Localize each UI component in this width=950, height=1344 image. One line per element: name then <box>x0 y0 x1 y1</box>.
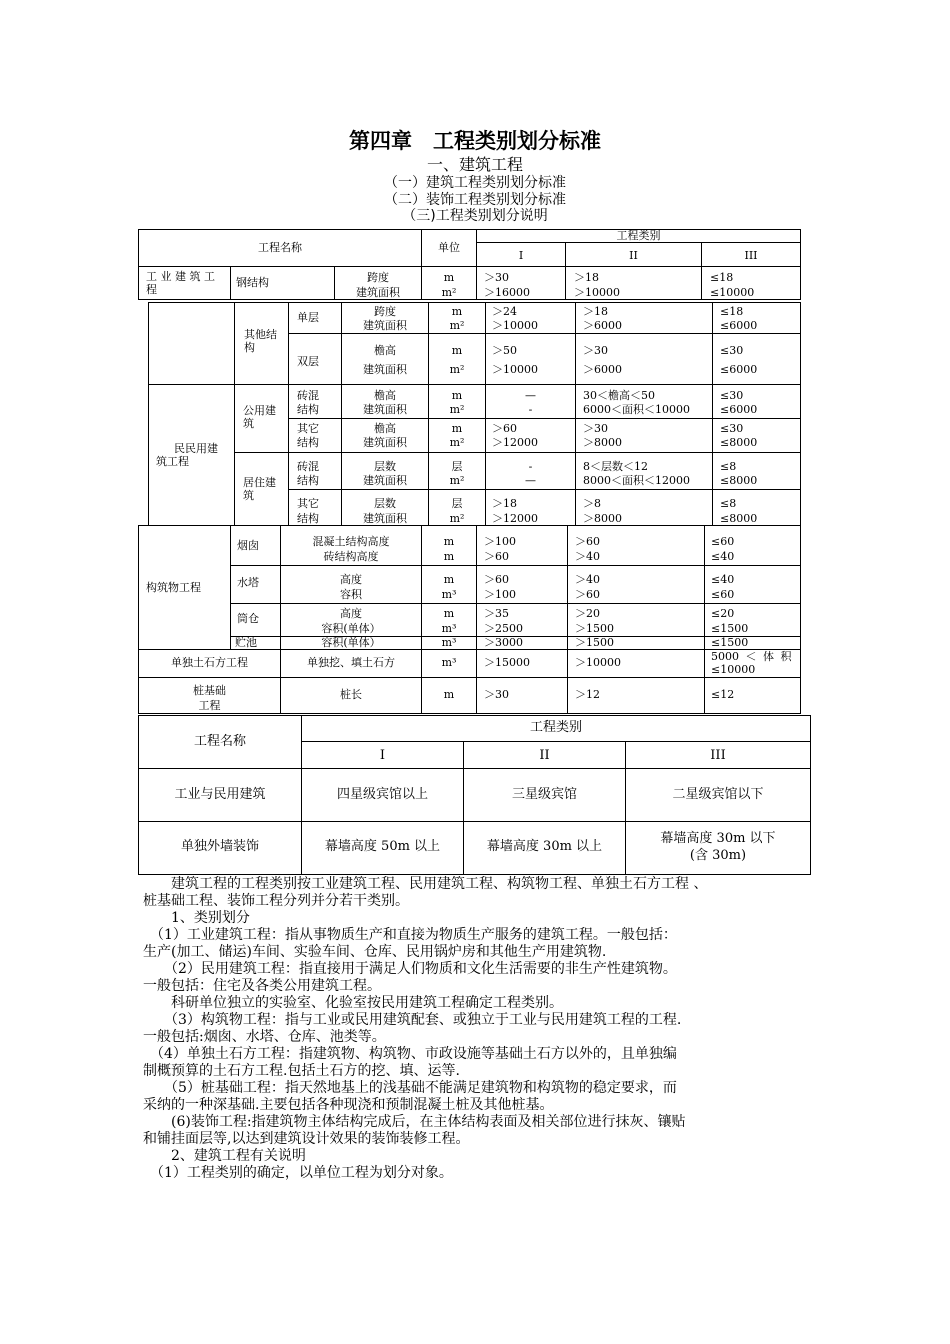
attribute: 层数 <box>374 460 396 473</box>
paragraph-line: （3）构筑物工程：指与工业或民用建筑配套、或独立于工业与民用建筑工程的工程. <box>143 1012 682 1028</box>
paragraph-line: 2、建筑工程有关说明 <box>143 1148 306 1164</box>
class-iii-value: ≤10000 <box>711 663 756 676</box>
structure-type: 结构 <box>297 512 319 525</box>
class-i-value: ＞10000 <box>492 319 538 332</box>
paragraph-line: 生产(加工、储运)车间、实验车间、仓库、民用锅炉房和其他生产用建筑物. <box>143 944 607 960</box>
explanation-text <box>143 876 811 1182</box>
water-tower-label: 水塔 <box>237 576 259 589</box>
class-ii-value: ＞40 <box>575 550 600 563</box>
attribute: 檐高 <box>374 422 396 435</box>
paragraph-line: 1、类别划分 <box>143 910 250 926</box>
unit: m <box>443 607 455 620</box>
paragraph-line: 采纳的一种深基础.主要包括各种现浇和预制混凝土桩及其他桩基。 <box>143 1097 554 1113</box>
unit: m³ <box>441 656 457 669</box>
class-i-value: ＞16000 <box>484 286 530 299</box>
pool-label: 贮池 <box>235 636 257 649</box>
attribute: 建筑面积 <box>363 436 407 449</box>
unit: 层 <box>451 497 463 510</box>
other-structure-label: 其他结 <box>244 328 277 341</box>
civil-building-label: 民民用建 <box>174 442 218 455</box>
unit: m² <box>449 319 465 332</box>
class-ii-value: ＞18 <box>583 305 608 318</box>
attribute: 檐高 <box>374 344 396 357</box>
section-title: 一、建筑工程 <box>426 155 523 174</box>
class-i-value: ＞2500 <box>484 622 523 635</box>
class-i-value: — <box>525 389 536 402</box>
unit: m <box>451 422 463 435</box>
unit: m² <box>449 363 465 376</box>
class-iii-value: ≤18 <box>720 305 744 318</box>
chapter-title: 第四章 工程类别划分标准 <box>349 129 601 153</box>
class-i-value: ＞15000 <box>484 656 530 669</box>
class-ii-value: 6000＜面积＜10000 <box>583 403 690 416</box>
header-class-ii: II <box>629 249 638 262</box>
residential-building-label: 筑 <box>243 489 254 502</box>
class-i-value: - <box>528 460 533 473</box>
class-iii-value: ≤8000 <box>720 436 758 449</box>
paragraph-line: （4）单独土石方工程：指建筑物、构筑物、市政设施等基础土石方以外的，且单独编 <box>143 1046 677 1062</box>
class-iii-value: ≤30 <box>720 422 744 435</box>
class-iii-value: ≤8 <box>720 497 737 510</box>
industrial-building-label: 程 <box>146 283 157 296</box>
class-ii-value: ＞18 <box>574 271 599 284</box>
class-i-value: — <box>525 474 536 487</box>
class-ii-value: ＞30 <box>583 422 608 435</box>
class-iii-value: ≤12 <box>711 688 735 701</box>
unit: m² <box>441 286 457 299</box>
attribute: 檐高 <box>374 389 396 402</box>
class-iii-value: ≤30 <box>720 344 744 357</box>
subsection-title: （一）建筑工程类别划分标准 <box>384 175 566 191</box>
class-iii-value: 二星级宾馆以下 <box>672 787 764 802</box>
class-ii-value: ＞10000 <box>574 286 620 299</box>
class-iii-value: ≤1500 <box>711 622 749 635</box>
header-name: 工程名称 <box>193 734 246 749</box>
class-ii-value: ＞1500 <box>575 622 614 635</box>
pile-foundation-label: 桩基础 <box>193 684 226 697</box>
class-ii-value: ＞20 <box>575 607 600 620</box>
subsection-title: （三)工程类别划分说明 <box>402 208 548 224</box>
header-class-i: I <box>518 249 524 262</box>
steel-structure-label: 钢结构 <box>236 276 269 289</box>
class-iii-value: ≤20 <box>711 607 735 620</box>
paragraph-line: （5）桩基础工程：指天然地基上的浅基础不能满足建筑物和构筑物的稳定要求，而 <box>143 1080 677 1096</box>
class-iii-value: ≤8000 <box>720 512 758 525</box>
attribute: 建筑面积 <box>356 286 400 299</box>
structure-type: 砖混 <box>297 460 319 473</box>
unit: m² <box>449 512 465 525</box>
single-storey-label: 单层 <box>297 311 319 324</box>
unit: m² <box>449 436 465 449</box>
attribute: 高度 <box>340 573 362 586</box>
class-ii-value: 30＜檐高＜50 <box>583 389 655 402</box>
unit: m <box>443 688 455 701</box>
class-ii-value: ＞10000 <box>575 656 621 669</box>
class-i-value: ＞100 <box>484 535 516 548</box>
header-class-iii: III <box>744 249 758 262</box>
class-i-value: ＞10000 <box>492 363 538 376</box>
chimney-label: 烟囱 <box>237 539 259 552</box>
class-iii-value: ≤10000 <box>710 286 755 299</box>
class-iii-value: ≤6000 <box>720 363 758 376</box>
attribute: 建筑面积 <box>363 474 407 487</box>
other-structure-label: 构 <box>244 341 255 354</box>
paragraph-line: （1）工业建筑工程：指从事物质生产和直接为物质生产服务的建筑工程。一般包括： <box>143 927 677 943</box>
attribute: 跨度 <box>374 305 396 318</box>
structure-type: 结构 <box>297 474 319 487</box>
class-ii-value: ＞40 <box>575 573 600 586</box>
class-ii-value: ＞8000 <box>583 436 622 449</box>
class-ii-value: ＞30 <box>583 344 608 357</box>
header-class-i: I <box>379 748 386 763</box>
unit: m <box>443 535 455 548</box>
class-iii-value: ≤40 <box>711 573 735 586</box>
paragraph-line: 科研单位独立的实验室、化验室按民用建筑工程确定工程类别。 <box>143 995 563 1011</box>
class-ii-value: ＞60 <box>575 535 600 548</box>
public-building-label: 筑 <box>243 417 254 430</box>
class-ii-value: ＞60 <box>575 588 600 601</box>
attribute: 跨度 <box>367 271 389 284</box>
header-category: 工程类别 <box>616 229 661 242</box>
paragraph-line: (6)装饰工程:指建筑物主体结构完成后，在主体结构表面及相关部位进行抹灰、镶贴 <box>143 1114 686 1130</box>
class-ii-value: 8000＜面积＜12000 <box>583 474 690 487</box>
class-i-value: ＞12000 <box>492 512 538 525</box>
class-i-value: ＞18 <box>492 497 517 510</box>
class-iii-value: ≤1500 <box>711 636 749 649</box>
class-iii-value: (含 30m) <box>689 848 747 863</box>
paragraph-line: （2）民用建筑工程：指直接用于满足人们物质和文化生活需要的非生产性建筑物。 <box>143 961 677 977</box>
structure-type: 其它 <box>297 497 319 510</box>
attribute: 容积(单体） <box>321 636 381 649</box>
attribute: 容积(单体） <box>321 622 381 635</box>
header-unit: 单位 <box>438 241 460 254</box>
unit: m <box>451 344 463 357</box>
class-i-value: ＞50 <box>492 344 517 357</box>
double-storey-label: 双层 <box>297 355 319 368</box>
header-class-ii: II <box>539 748 550 763</box>
paragraph-line: 一般包括：住宅及各类公用建筑工程。 <box>143 978 381 994</box>
class-i-value: 四星级宾馆以上 <box>336 787 428 802</box>
class-ii-value: ＞1500 <box>575 636 614 649</box>
class-ii-value: ＞8 <box>583 497 601 510</box>
class-ii-value: ＞6000 <box>583 319 622 332</box>
unit: m² <box>449 403 465 416</box>
civil-building-label: 筑工程 <box>156 455 189 468</box>
class-ii-value: ＞8000 <box>583 512 622 525</box>
unit: m² <box>449 474 465 487</box>
class-i-value: ＞24 <box>492 305 517 318</box>
attribute: 建筑面积 <box>363 512 407 525</box>
class-iii-value: ≤60 <box>711 535 735 548</box>
class-iii-value: ≤60 <box>711 588 735 601</box>
class-i-value: ＞3000 <box>484 636 523 649</box>
unit: m <box>443 271 455 284</box>
class-iii-value: ≤40 <box>711 550 735 563</box>
row-name: 单独外墙装饰 <box>180 839 259 854</box>
attribute: 单独挖、填土石方 <box>307 656 395 669</box>
class-iii-value: 幕墙高度 30m 以下 <box>660 831 776 846</box>
class-i-value: ＞100 <box>484 588 516 601</box>
class-ii-value: ＞12 <box>575 688 600 701</box>
header-category: 工程类别 <box>529 720 582 735</box>
attribute: 混凝土结构高度 <box>312 535 390 548</box>
unit: 层 <box>451 460 463 473</box>
paragraph-line: 一般包括:烟囱、水塔、仓库、池类等。 <box>143 1029 386 1045</box>
paragraph-line: （1）工程类别的确定，以单位工程为划分对象。 <box>143 1165 453 1181</box>
attribute: 高度 <box>340 607 362 620</box>
unit: m <box>443 573 455 586</box>
class-iii-value: ≤30 <box>720 389 744 402</box>
class-i-value: - <box>528 403 533 416</box>
class-ii-value: 8＜层数＜12 <box>583 460 648 473</box>
structure-type: 砖混 <box>297 389 319 402</box>
paragraph-line: 建筑工程的工程类别按工业建筑工程、民用建筑工程、构筑物工程、单独土石方工程 、 <box>143 876 708 892</box>
attribute: 建筑面积 <box>363 403 407 416</box>
structure-type: 结构 <box>297 436 319 449</box>
class-iii-value: ≤18 <box>710 271 734 284</box>
public-building-label: 公用建 <box>243 404 276 417</box>
class-iii-value: ≤8 <box>720 460 737 473</box>
unit: m³ <box>441 636 457 649</box>
attribute: 容积 <box>340 588 362 601</box>
silo-label: 筒仓 <box>237 612 259 625</box>
attribute: 建筑面积 <box>363 363 407 376</box>
unit: m³ <box>441 588 457 601</box>
class-iii-value: ≤6000 <box>720 403 758 416</box>
class-iii-value: 5000 ＜ 体 积 <box>711 650 792 663</box>
attribute: 建筑面积 <box>363 319 407 332</box>
structure-type: 结构 <box>297 403 319 416</box>
paragraph-line: 桩基础工程、装饰工程分列并分若干类别。 <box>143 893 409 909</box>
earthwork-label: 单独土石方工程 <box>171 656 248 669</box>
unit: m³ <box>441 622 457 635</box>
unit: m <box>443 550 455 563</box>
paragraph-line: 和铺挂面层等,以达到建筑设计效果的装饰装修工程。 <box>143 1131 470 1147</box>
structure-works-label: 构筑物工程 <box>146 581 201 594</box>
paragraph-line: 制概预算的土石方工程.包括土石方的挖、填、运等. <box>143 1063 460 1079</box>
subsection-title: （二）装饰工程类别划分标准 <box>384 192 566 208</box>
unit: m <box>451 305 463 318</box>
class-i-value: ＞35 <box>484 607 509 620</box>
class-iii-value: ≤6000 <box>720 319 758 332</box>
unit: m <box>451 389 463 402</box>
class-i-value: ＞60 <box>492 422 517 435</box>
class-i-value: 幕墙高度 50m 以上 <box>324 839 441 854</box>
residential-building-label: 居住建 <box>243 476 276 489</box>
class-i-value: ＞12000 <box>492 436 538 449</box>
attribute: 层数 <box>374 497 396 510</box>
class-iii-value: ≤8000 <box>720 474 758 487</box>
class-ii-value: 幕墙高度 30m 以上 <box>486 839 603 854</box>
industrial-building-label: 工 业 建 筑 工 <box>146 270 215 283</box>
attribute: 砖结构高度 <box>323 550 379 563</box>
structure-type: 其它 <box>297 422 319 435</box>
class-i-value: ＞30 <box>484 688 509 701</box>
pile-foundation-label: 工程 <box>198 699 221 712</box>
class-ii-value: ＞6000 <box>583 363 622 376</box>
row-name: 工业与民用建筑 <box>174 787 266 802</box>
header-class-iii: III <box>710 748 726 763</box>
class-i-value: ＞60 <box>484 573 509 586</box>
class-i-value: ＞30 <box>484 271 509 284</box>
class-ii-value: 三星级宾馆 <box>511 787 577 802</box>
attribute: 桩长 <box>340 688 362 701</box>
class-i-value: ＞60 <box>484 550 509 563</box>
header-name: 工程名称 <box>258 241 302 254</box>
